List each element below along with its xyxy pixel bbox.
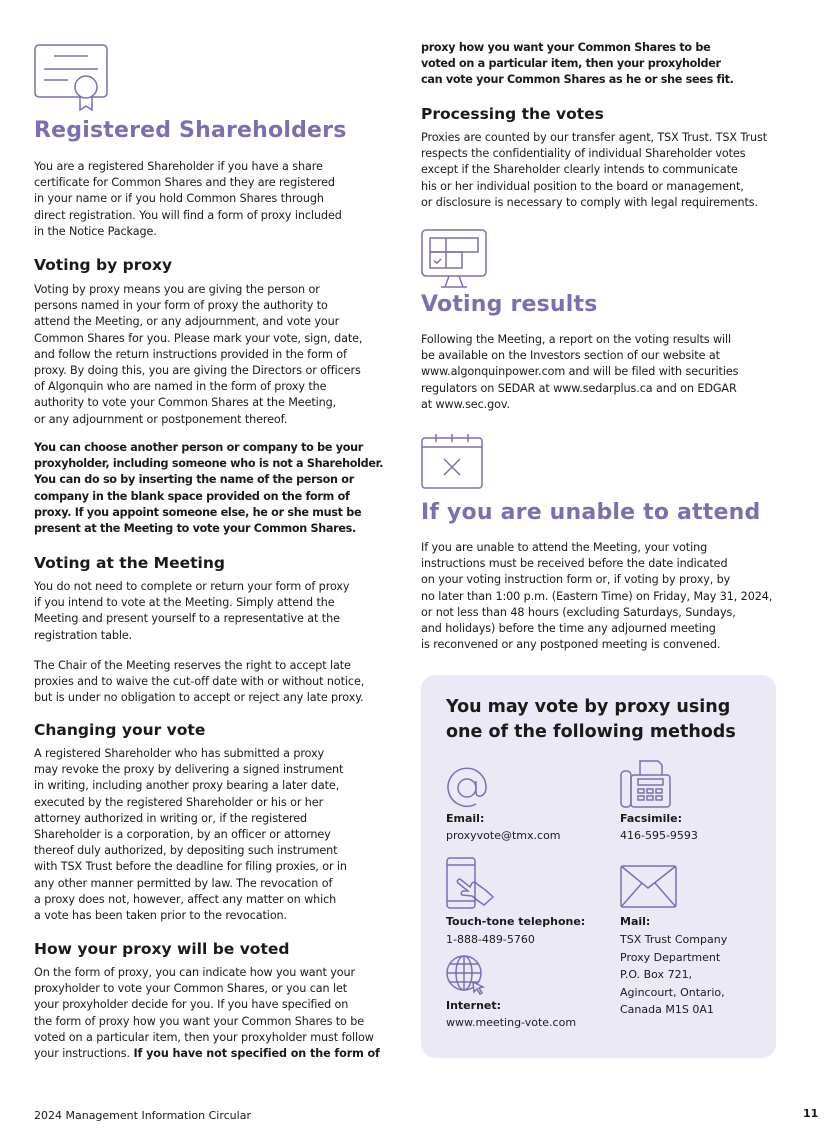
phone-touch-icon — [446, 857, 498, 911]
voting-results-paragraph: Following the Meeting, a report on the voting results will be available on the Investors section of our website at www.algonquinpower.com and will be filed with securities regulators on SEDAR at www.sedarplus.ca and on EDGAR at www.sec.gov. — [421, 333, 739, 411]
mail-label: Mail: — [620, 915, 651, 928]
heading-processing-votes: Processing the votes — [421, 105, 604, 123]
heading-unable-to-attend: If you are unable to attend — [421, 500, 761, 525]
voting-by-proxy-paragraph: Voting by proxy means you are giving the person or persons named in your form of proxy the authority to attend the Meeting, or any adjournment, and vote your Common Shares for you. Please mark your vote, sign, date, and follow the return instructions provided in the form of proxy. By doing this, you are giving the Directors or officers of Algonquin who are named in the form of proxy the authority to vote your Common Shares at the Meeting, or any adjournment or postponement thereof. — [34, 283, 363, 426]
email-value[interactable]: proxyvote@tmx.com — [446, 829, 561, 842]
phone-value: 1-888-489-5760 — [446, 933, 535, 946]
heading-voting-by-proxy: Voting by proxy — [34, 256, 173, 274]
chair-paragraph: The Chair of the Meeting reserves the right to accept late proxies and to waive the cut-off date with or without notice, but is under no obligation to accept or reject any late proxy. — [34, 659, 365, 705]
how-voted-bold: If you have not specified on the form of — [133, 1047, 380, 1061]
fax-value: 416-595-9593 — [620, 829, 698, 842]
monitor-ballot-icon — [421, 229, 487, 289]
proxyholder-paragraph: You can choose another person or company to be your proxyholder, including someone who is not a Shareholder. You can do so by inserting the name of the person or company in the blank space provided on the form of proxy. If you appoint someone else, he or she must be present at the Meeting to vote your Common Shares. — [34, 441, 384, 536]
heading-voting-at-meeting: Voting at the Meeting — [34, 554, 225, 572]
fax-icon — [620, 759, 672, 809]
heading-changing-vote: Changing your vote — [34, 721, 206, 739]
calendar-cancel-icon — [421, 433, 483, 489]
footer-title: 2024 Management Information Circular — [34, 1109, 251, 1122]
fax-label: Facsimile: — [620, 812, 682, 825]
methods-title: You may vote by proxy using one of the following methods — [446, 697, 736, 742]
mail-value: TSX Trust Company Proxy Department P.O. Box 721, Agincourt, Ontario, Canada M1S 0A1 — [620, 933, 728, 1016]
continued-bold-paragraph: proxy how you want your Common Shares to be voted on a particular item, then your proxyholder can vote your Common Shares as he or she sees fit. — [421, 41, 734, 87]
internet-label: Internet: — [446, 999, 502, 1012]
heading-how-voted: How your proxy will be voted — [34, 940, 290, 958]
at-icon — [446, 767, 488, 809]
how-voted-text: On the form of proxy, you can indicate how you want your proxyholder to vote your Common Shares, or you can let your proxyholder decide for you. If you have specified on the form of proxy how you want your Common Shares to be voted on a particular item, then your proxyholder must follow your instructions. — [34, 966, 374, 1061]
vote-methods-box — [421, 675, 776, 1058]
voting-at-meeting-paragraph: You do not need to complete or return your form of proxy if you intend to vote at the Meeting. Simply attend the Meeting and present yourself to a representative at the registration table. — [34, 580, 350, 642]
phone-label: Touch-tone telephone: — [446, 915, 586, 928]
page-number: 11 — [803, 1107, 819, 1120]
heading-voting-results: Voting results — [421, 292, 598, 317]
heading-registered-shareholders: Registered Shareholders — [34, 118, 347, 143]
processing-paragraph: Proxies are counted by our transfer agent, TSX Trust. TSX Trust respects the confidentiality of individual Shareholder votes except if the Shareholder clearly intends to communicate his or her individual position to the board or management, or disclosure is necessary to comply with legal requirements. — [421, 131, 767, 209]
unable-paragraph: If you are unable to attend the Meeting, your voting instructions must be received before the date indicated on your voting instruction form or, if voting by proxy, by no later than 1:00 p.m. (Eastern Time) on Friday, May 31, 2024, or not less than 48 hours (excluding Saturdays, Sundays, and holidays) before the time any adjourned meeting is reconvened or any postponed meeting is convened. — [421, 541, 773, 652]
envelope-icon — [620, 865, 678, 909]
changing-vote-paragraph: A registered Shareholder who has submitted a proxy may revoke the proxy by delivering a signed instrument in writing, including another proxy bearing a later date, executed by the registered Shareholder or his or her attorney authorized in writing or, if the registered Shareholder is a corporation, by an officer or attorney thereof duly authorized, by depositing such instrument with TSX Trust before the deadline for filing proxies, or in any other manner permitted by law. The revocation of a proxy does not, however, affect any matter on which a vote has been taken prior to the revocation. — [34, 747, 347, 923]
intro-paragraph: You are a registered Shareholder if you have a share certificate for Common Shares and they are registered in your name or if you hold Common Shares through direct registration. You will find a form of proxy included in the Notice Package. — [34, 160, 342, 238]
internet-value[interactable]: www.meeting-vote.com — [446, 1016, 577, 1029]
certificate-icon — [34, 44, 110, 112]
globe-icon — [446, 955, 486, 995]
how-voted-paragraph — [34, 965, 380, 1062]
email-label: Email: — [446, 812, 485, 825]
